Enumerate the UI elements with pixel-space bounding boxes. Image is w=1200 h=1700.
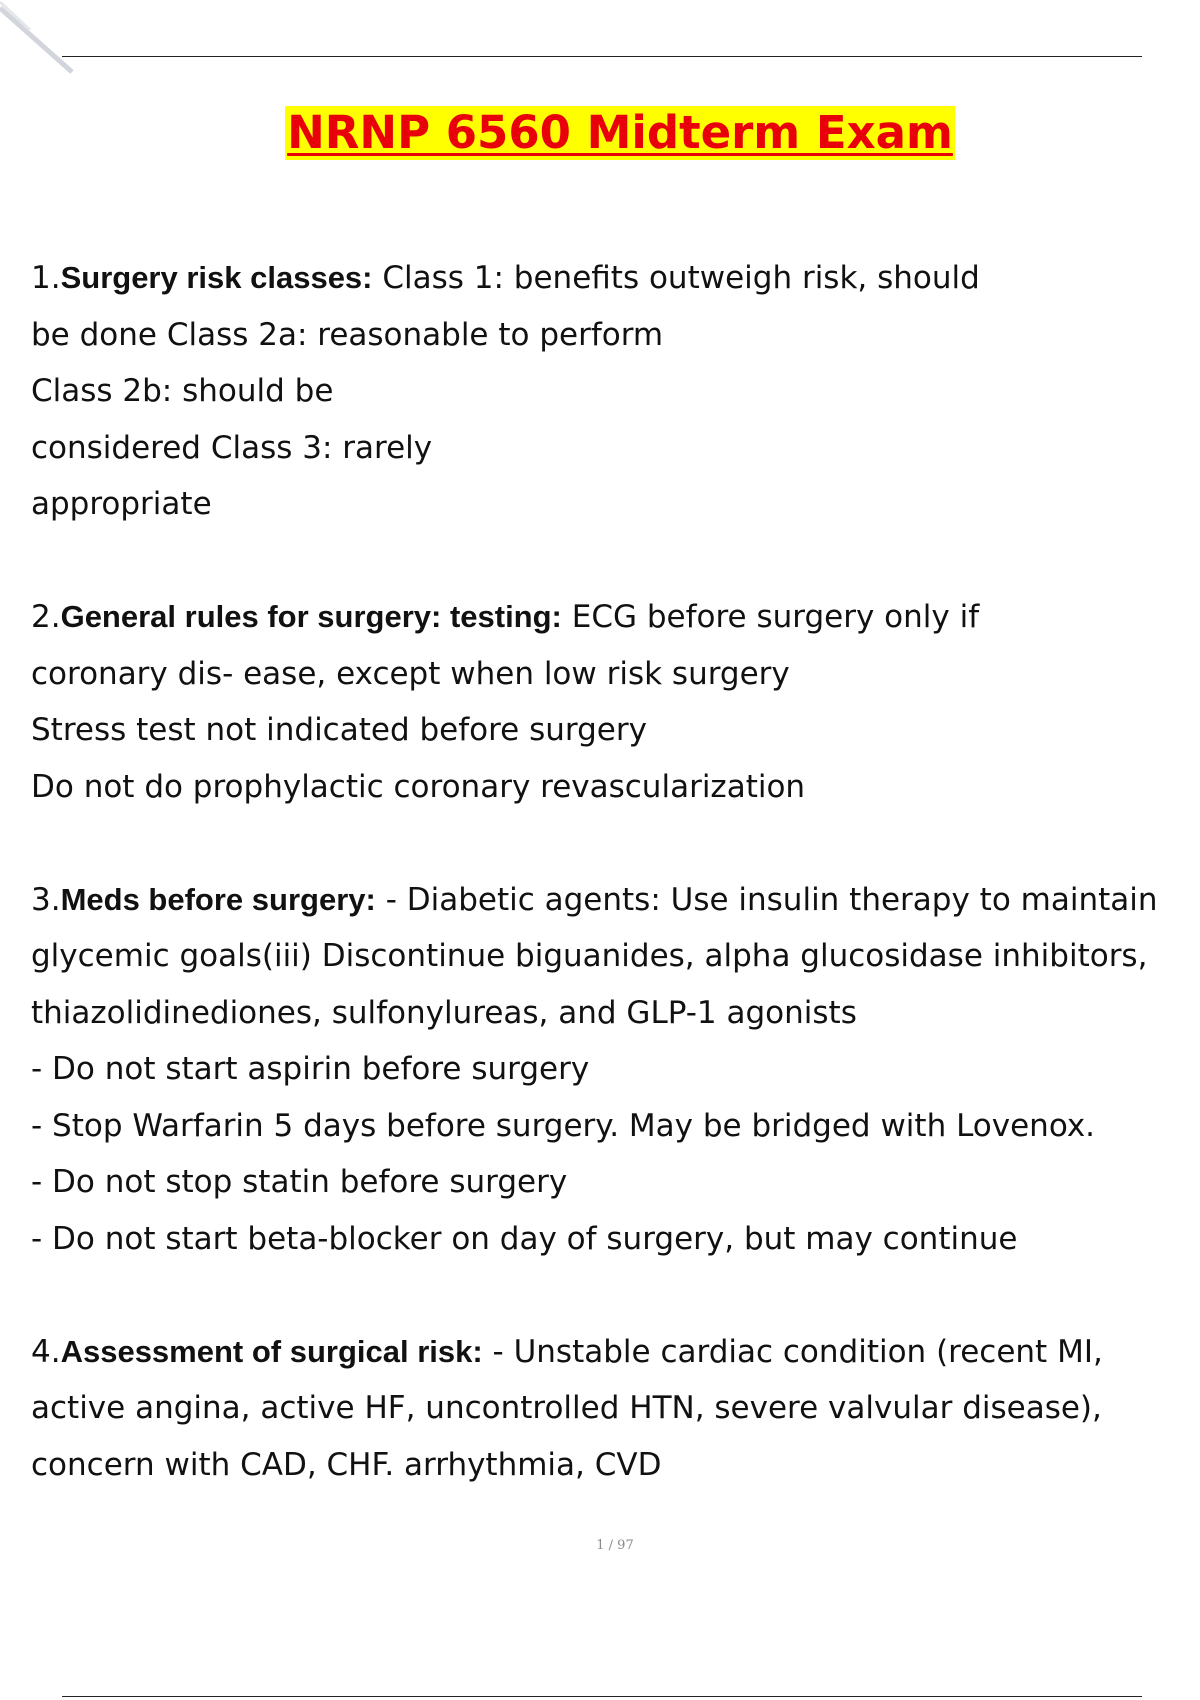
page-corner-fold bbox=[0, 0, 80, 80]
item-first-line bbox=[31, 589, 1200, 646]
item-heading: Meds before surgery: bbox=[60, 881, 376, 917]
item-first-line bbox=[31, 872, 1200, 929]
item-text: thiazolidinediones, sulfonylureas, and GLP-1 agonists bbox=[31, 994, 857, 1031]
item-text: Stress test not indicated before surgery bbox=[31, 712, 647, 748]
item-text: - Unstable cardiac condition (recent MI, bbox=[482, 1333, 1103, 1370]
page-number: 1 / 97 bbox=[596, 1538, 634, 1553]
item-text: - Diabetic agents: Use insulin therapy to maintain bbox=[375, 881, 1158, 918]
item-text: considered Class 3: rarely bbox=[31, 429, 433, 466]
document-title: NRNP 6560 Midterm Exam bbox=[287, 106, 953, 159]
item-text: Do not do prophylactic coronary revascularization bbox=[31, 768, 806, 805]
item-text: ECG before surgery only if bbox=[561, 599, 980, 635]
item-text: be done Class 2a: reasonable to perform bbox=[31, 316, 664, 353]
list-item bbox=[31, 872, 1200, 1268]
title-container bbox=[0, 106, 1200, 160]
item-text: - Do not start aspirin before surgery bbox=[31, 1051, 590, 1087]
item-text: - Do not stop statin before surgery bbox=[31, 1164, 568, 1200]
document-body bbox=[31, 250, 1200, 1493]
list-item bbox=[31, 589, 1200, 815]
list-item bbox=[31, 1324, 1200, 1494]
item-heading: Assessment of surgical risk: bbox=[60, 1333, 483, 1369]
item-heading: General rules for surgery: testing: bbox=[60, 599, 562, 634]
item-number: 4. bbox=[31, 1333, 61, 1370]
item-text: concern with CAD, CHF. arrhythmia, CVD bbox=[31, 1446, 662, 1483]
top-rule bbox=[62, 56, 1142, 57]
item-first-line bbox=[31, 250, 1200, 307]
item-text: glycemic goals(iii) Discontinue biguanides, alpha glucosidase inhibitors, bbox=[31, 938, 1148, 974]
item-text: - Stop Warfarin 5 days before surgery. May be bridged with Lovenox. bbox=[31, 1107, 1096, 1144]
item-number: 2. bbox=[31, 599, 61, 635]
item-number: 1. bbox=[31, 260, 61, 296]
item-text: - Do not start beta-blocker on day of surgery, but may continue bbox=[31, 1220, 1018, 1257]
item-text: active angina, active HF, uncontrolled HTN, severe valvular disease), bbox=[31, 1390, 1102, 1426]
item-first-line bbox=[31, 1324, 1200, 1381]
item-text: coronary dis- ease, except when low risk surgery bbox=[31, 655, 790, 692]
item-text: Class 2b: should be bbox=[31, 373, 334, 409]
list-item bbox=[31, 250, 1200, 533]
item-text: appropriate bbox=[31, 486, 212, 522]
bottom-rule bbox=[62, 1696, 1142, 1697]
item-heading: Surgery risk classes: bbox=[60, 260, 373, 295]
item-number: 3. bbox=[31, 881, 61, 918]
item-text: Class 1: benefits outweigh risk, should bbox=[372, 260, 980, 296]
